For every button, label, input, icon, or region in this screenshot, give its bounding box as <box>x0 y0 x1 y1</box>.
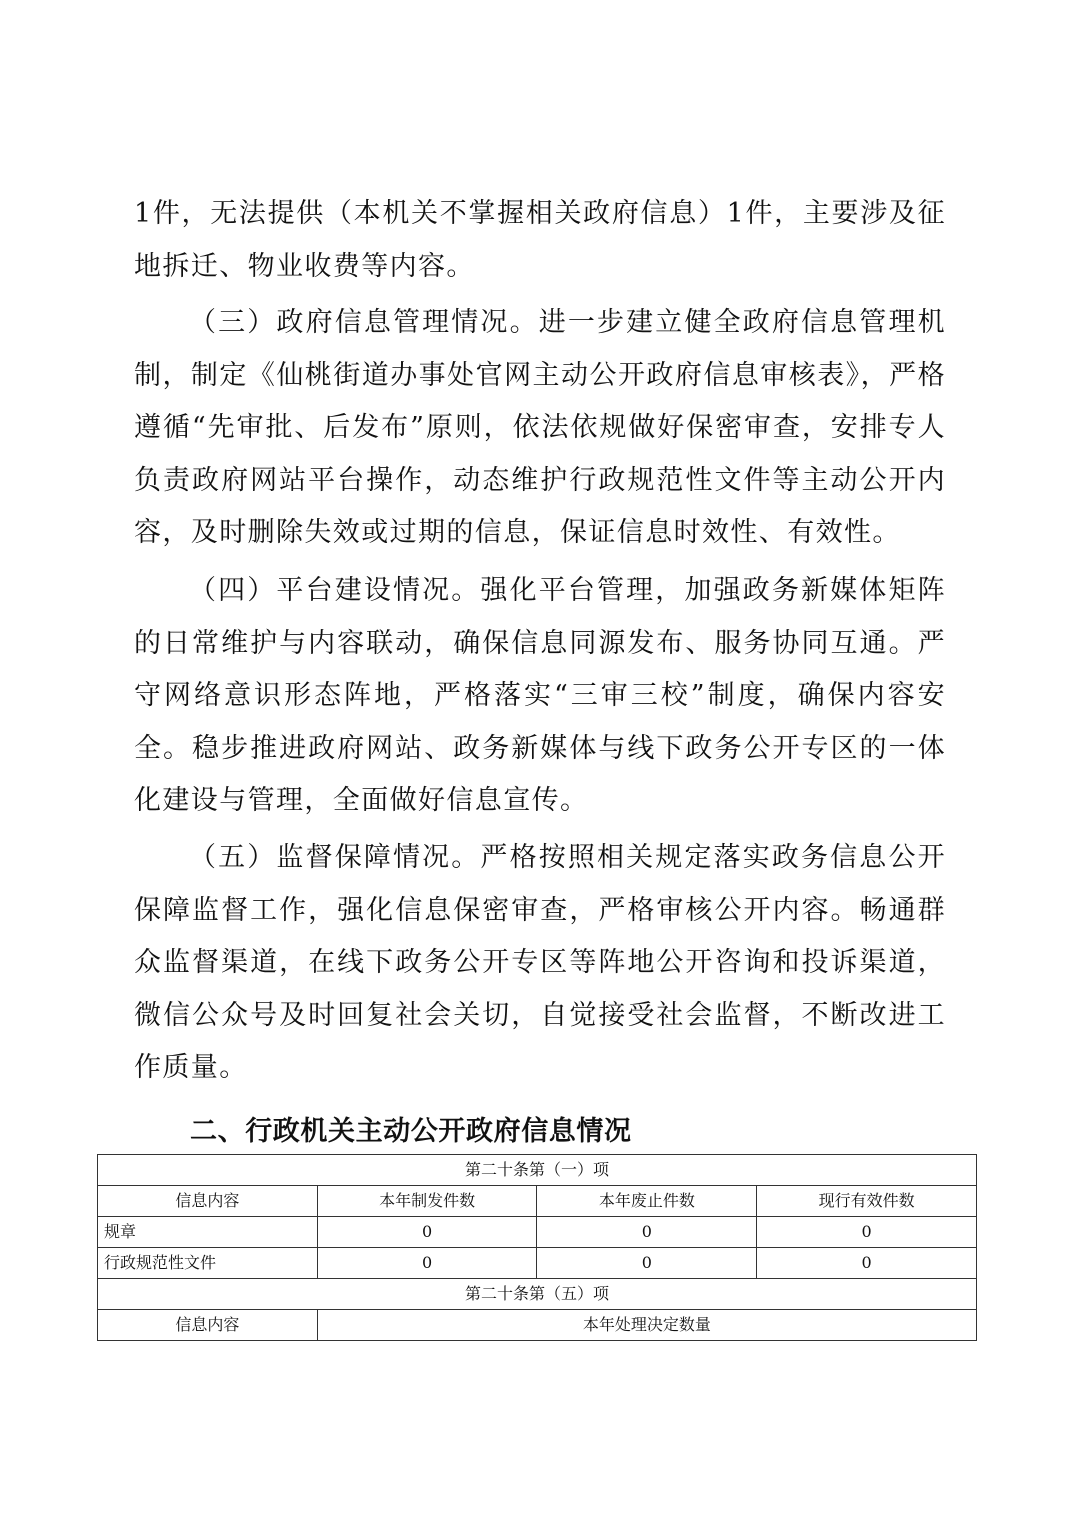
table-section-title: 第二十条第（五）项 <box>98 1279 977 1310</box>
paragraph-supervision: （五）监督保障情况。严格按照相关规定落实政务信息公开保障监督工作，强化信息保密审查，严格审核公开内容。畅通群众监督渠道，在线下政务公开专区等阵地公开咨询和投诉渠道，微信公众号及时回复社会关切，自觉接受社会监督，不断改进工作质量。 <box>134 842 946 1084</box>
table-header-cell: 本年废止件数 <box>537 1186 757 1217</box>
table-row <box>98 1217 977 1248</box>
table-row-label: 行政规范性文件 <box>98 1248 318 1279</box>
table-section-title-row <box>98 1279 977 1310</box>
table-header-cell: 现行有效件数 <box>757 1186 977 1217</box>
table-header-cell: 本年制发件数 <box>317 1186 537 1217</box>
table-section-title-row <box>98 1155 977 1186</box>
table-header-cell: 本年处理决定数量 <box>317 1310 976 1341</box>
table-header-row <box>98 1186 977 1217</box>
table-section-title: 第二十条第（一）项 <box>98 1155 977 1186</box>
table-header-row <box>98 1310 977 1341</box>
table-cell: 0 <box>757 1248 977 1279</box>
section-heading: 二、行政机关主动公开政府信息情况 <box>190 1116 632 1147</box>
table-header-cell: 信息内容 <box>98 1186 318 1217</box>
paragraph-continuation: 1件，无法提供（本机关不掌握相关政府信息）1件，主要涉及征地拆迁、物业收费等内容。 <box>134 198 946 282</box>
table-cell: 0 <box>317 1248 537 1279</box>
table-row-label: 规章 <box>98 1217 318 1248</box>
table-cell: 0 <box>757 1217 977 1248</box>
paragraph-info-management: （三）政府信息管理情况。进一步建立健全政府信息管理机制，制定《仙桃街道办事处官网主动公开政府信息审核表》，严格遵循“先审批、后发布”原则，依法依规做好保密审查，安排专人负责政府网站平台操作，动态维护行政规范性文件等主动公开内容，及时删除失效或过期的信息，保证信息时效性、有效性。 <box>134 307 946 549</box>
table-header-cell: 信息内容 <box>98 1310 318 1341</box>
paragraph-platform-construction: （四）平台建设情况。强化平台管理，加强政务新媒体矩阵的日常维护与内容联动，确保信息同源发布、服务协同互通。严守网络意识形态阵地，严格落实“三审三校”制度，确保内容安全。稳步推进政府网站、政务新媒体与线下政务公开专区的一体化建设与管理，全面做好信息宣传。 <box>134 575 946 817</box>
disclosure-table <box>97 1154 977 1341</box>
table-cell: 0 <box>317 1217 537 1248</box>
table-cell: 0 <box>537 1248 757 1279</box>
table-row <box>98 1248 977 1279</box>
table-cell: 0 <box>537 1217 757 1248</box>
